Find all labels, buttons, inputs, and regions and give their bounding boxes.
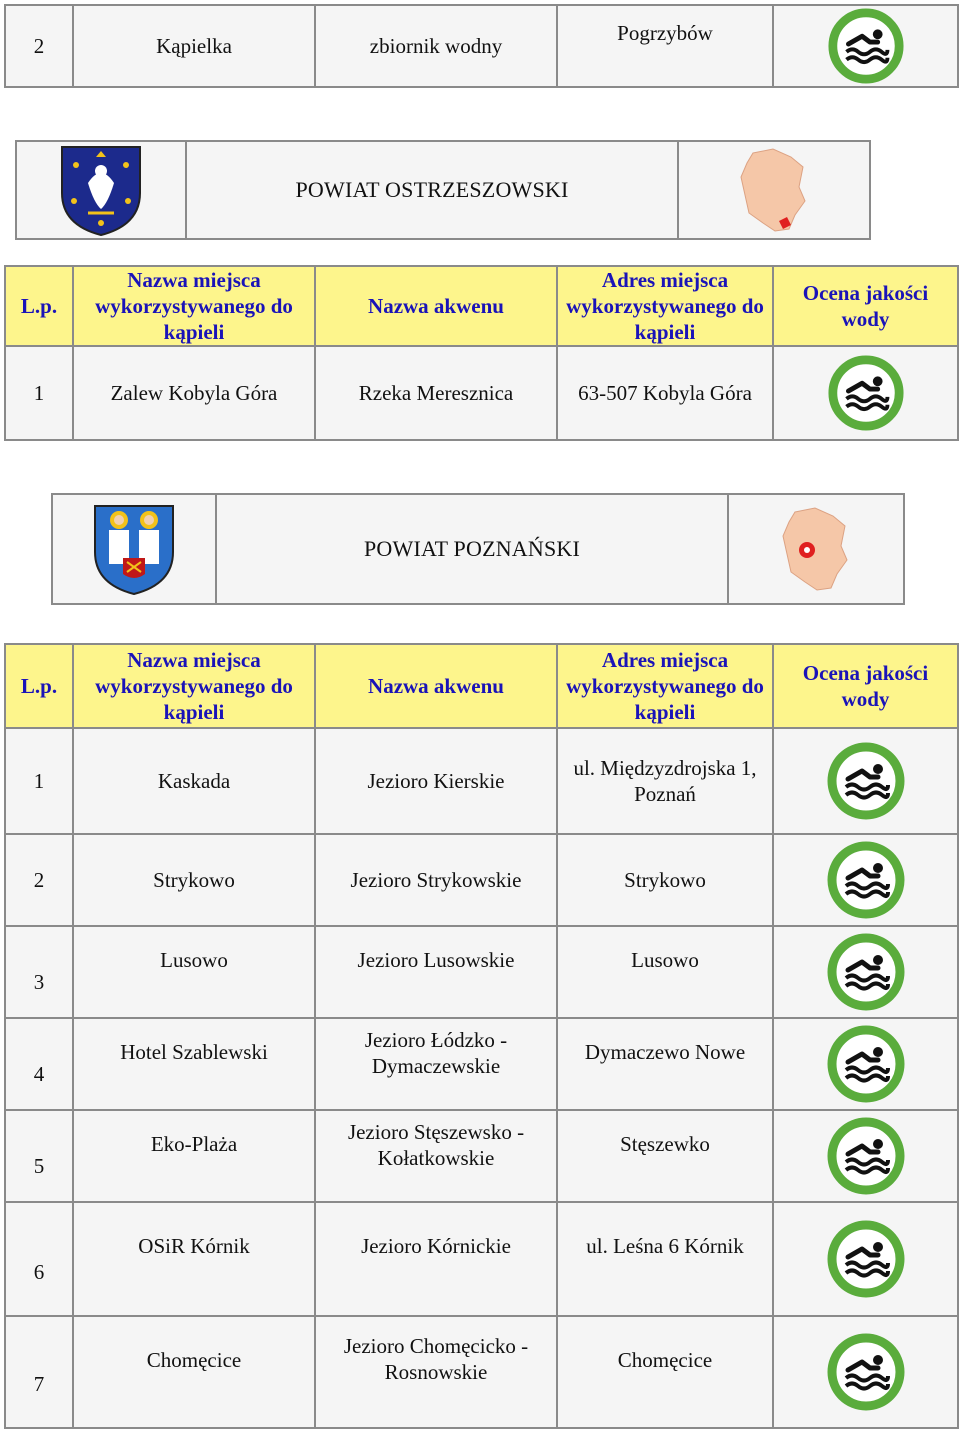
crest-cell bbox=[52, 494, 216, 604]
powiat-title: POWIAT OSTRZESZOWSKI bbox=[186, 141, 678, 239]
lp-cell: 2 bbox=[5, 834, 73, 926]
water-cell: Jezioro Stęszewsko - Kołatkowskie bbox=[315, 1110, 557, 1202]
header-quality: Ocena jakości wody bbox=[773, 644, 958, 728]
quality-cell bbox=[773, 5, 958, 87]
address-cell: Strykowo bbox=[557, 834, 773, 926]
powiat-poznanski-banner bbox=[51, 493, 905, 605]
table-header-row bbox=[5, 644, 958, 728]
crest-cell bbox=[16, 141, 186, 239]
lp-cell: 1 bbox=[5, 728, 73, 834]
table-row bbox=[5, 1202, 958, 1316]
address-cell: Chomęcice bbox=[557, 1316, 773, 1428]
water-cell: Jezioro Łódzko - Dymaczewskie bbox=[315, 1018, 557, 1110]
region-map-icon bbox=[781, 506, 851, 592]
powiat-ostrzeszowski-banner bbox=[15, 140, 871, 240]
name-cell: Hotel Szablewski bbox=[73, 1018, 315, 1110]
lp-cell: 3 bbox=[5, 926, 73, 1018]
lp-cell: 1 bbox=[5, 346, 73, 440]
quality-cell bbox=[773, 1110, 958, 1202]
water-cell: Jezioro Kierskie bbox=[315, 728, 557, 834]
header-address: Adres miejsca wykorzystywanego do kąpieli bbox=[557, 266, 773, 346]
address-cell: 63-507 Kobyla Góra bbox=[557, 346, 773, 440]
address-cell: ul. Leśna 6 Kórnik bbox=[557, 1202, 773, 1316]
header-address: Adres miejsca wykorzystywanego do kąpieli bbox=[557, 644, 773, 728]
quality-cell bbox=[773, 926, 958, 1018]
quality-cell bbox=[773, 1018, 958, 1110]
swimming-allowed-icon bbox=[826, 1332, 906, 1412]
table-row bbox=[5, 926, 958, 1018]
name-cell: Strykowo bbox=[73, 834, 315, 926]
quality-cell bbox=[773, 834, 958, 926]
map-cell bbox=[678, 141, 870, 239]
header-lp: L.p. bbox=[5, 266, 73, 346]
header-water: Nazwa akwenu bbox=[315, 266, 557, 346]
quality-cell bbox=[773, 728, 958, 834]
swimming-allowed-icon bbox=[826, 1116, 906, 1196]
name-cell: OSiR Kórnik bbox=[73, 1202, 315, 1316]
header-lp: L.p. bbox=[5, 644, 73, 728]
swimming-allowed-icon bbox=[826, 741, 906, 821]
header-name: Nazwa miejsca wykorzystywanego do kąpieli bbox=[73, 644, 315, 728]
address-cell: Lusowo bbox=[557, 926, 773, 1018]
swimming-allowed-icon bbox=[826, 7, 906, 85]
name-cell: Kąpielka bbox=[73, 5, 315, 87]
name-cell: Zalew Kobyla Góra bbox=[73, 346, 315, 440]
table-row bbox=[5, 1110, 958, 1202]
water-cell: Jezioro Lusowskie bbox=[315, 926, 557, 1018]
table-header-row bbox=[5, 266, 958, 346]
lp-cell: 7 bbox=[5, 1316, 73, 1428]
table-row bbox=[5, 728, 958, 834]
address-cell: Stęszewko bbox=[557, 1110, 773, 1202]
ostrzeszowski-table bbox=[4, 265, 959, 441]
swimming-allowed-icon bbox=[826, 932, 906, 1012]
swimming-allowed-icon bbox=[826, 840, 906, 920]
table-row bbox=[5, 1018, 958, 1110]
name-cell: Eko-Plaża bbox=[73, 1110, 315, 1202]
water-cell: Jezioro Chomęcicko - Rosnowskie bbox=[315, 1316, 557, 1428]
name-cell: Lusowo bbox=[73, 926, 315, 1018]
address-cell: Dymaczewo Nowe bbox=[557, 1018, 773, 1110]
lp-cell: 6 bbox=[5, 1202, 73, 1316]
table-row bbox=[5, 346, 958, 440]
address-cell: Pogrzybów bbox=[557, 5, 773, 87]
name-cell: Chomęcice bbox=[73, 1316, 315, 1428]
table-row bbox=[5, 5, 958, 87]
swimming-allowed-icon bbox=[826, 354, 906, 432]
header-water: Nazwa akwenu bbox=[315, 644, 557, 728]
quality-cell bbox=[773, 346, 958, 440]
swimming-allowed-icon bbox=[826, 1219, 906, 1299]
name-cell: Kaskada bbox=[73, 728, 315, 834]
water-cell: zbiornik wodny bbox=[315, 5, 557, 87]
region-map-icon bbox=[739, 147, 809, 233]
coat-of-arms-icon bbox=[91, 502, 177, 596]
table-row bbox=[5, 834, 958, 926]
swimming-allowed-icon bbox=[826, 1024, 906, 1104]
quality-cell bbox=[773, 1202, 958, 1316]
table-row bbox=[5, 1316, 958, 1428]
lp-cell: 2 bbox=[5, 5, 73, 87]
water-cell: Jezioro Kórnickie bbox=[315, 1202, 557, 1316]
quality-cell bbox=[773, 1316, 958, 1428]
address-cell: ul. Międzyzdrojska 1, Poznań bbox=[557, 728, 773, 834]
water-cell: Rzeka Meresznica bbox=[315, 346, 557, 440]
lp-cell: 5 bbox=[5, 1110, 73, 1202]
lp-cell: 4 bbox=[5, 1018, 73, 1110]
coat-of-arms-icon bbox=[58, 143, 144, 237]
header-quality: Ocena jakości wody bbox=[773, 266, 958, 346]
map-cell bbox=[728, 494, 904, 604]
header-name: Nazwa miejsca wykorzystywanego do kąpieli bbox=[73, 266, 315, 346]
poznanski-table bbox=[4, 643, 959, 1429]
powiat-title: POWIAT POZNAŃSKI bbox=[216, 494, 728, 604]
previous-table-last-row bbox=[4, 4, 959, 88]
water-cell: Jezioro Strykowskie bbox=[315, 834, 557, 926]
